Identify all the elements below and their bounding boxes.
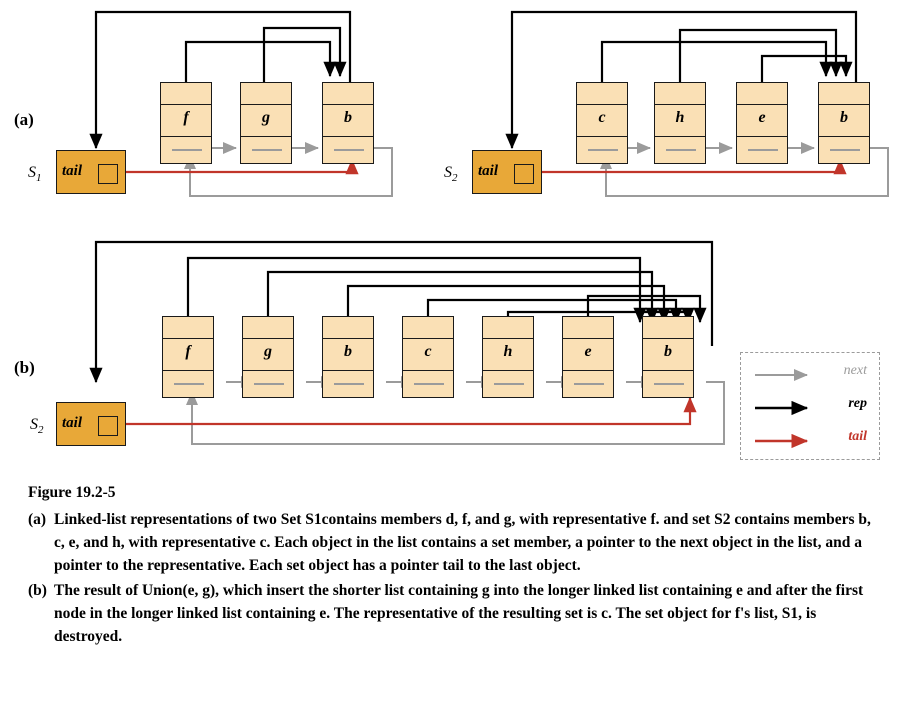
node-key: f bbox=[185, 343, 191, 360]
caption-item-a bbox=[28, 509, 878, 578]
figure-caption bbox=[28, 482, 878, 651]
caption-item-tag: (a) bbox=[28, 510, 47, 528]
node-key: g bbox=[264, 343, 272, 360]
caption-item-b bbox=[28, 580, 878, 649]
list-node bbox=[818, 82, 870, 164]
node-next-dash bbox=[334, 383, 364, 385]
node-next-dash bbox=[494, 383, 524, 385]
pointer-slot bbox=[98, 164, 118, 184]
legend-label-tail: tail bbox=[848, 429, 867, 444]
node-key: c bbox=[598, 109, 606, 126]
node-key: e bbox=[758, 109, 766, 126]
list-node bbox=[562, 316, 614, 398]
set-object-tail-label: tail bbox=[62, 415, 83, 431]
node-next-dash bbox=[254, 383, 284, 385]
list-node bbox=[402, 316, 454, 398]
node-key: b bbox=[344, 343, 352, 360]
list-node bbox=[642, 316, 694, 398]
caption-item-text: Linked-list representations of two Set S1contains members d, f, and g, with representative f. and set S2 contains members b, c, e, and h, with representative c. Each object in the list contains a set member, a pointer to the next object in the list, and a pointer to the representative. Each set object has a pointer tail to the last object. bbox=[54, 510, 871, 574]
legend-label-rep: rep bbox=[848, 396, 867, 411]
set-object-s2 bbox=[472, 150, 542, 194]
node-rep-slot bbox=[819, 83, 869, 105]
node-rep-slot bbox=[403, 317, 453, 339]
node-rep-slot bbox=[577, 83, 627, 105]
node-next-slot bbox=[737, 137, 787, 165]
node-next-dash bbox=[252, 149, 282, 151]
node-key: g bbox=[262, 109, 270, 126]
caption-item-text: The result of Union(e, g), which insert the shorter list containing g into the longer linked list containing e and after the first node in the longer linked list containing e. The representative of the resulting set is c. The set object for f's list, S1, is destroyed. bbox=[54, 581, 864, 645]
panel-label-b: (b) bbox=[14, 358, 35, 377]
node-next-dash bbox=[588, 149, 618, 151]
list-node bbox=[162, 316, 214, 398]
legend-label-next: next bbox=[843, 363, 867, 378]
list-node bbox=[322, 82, 374, 164]
node-next-slot bbox=[323, 371, 373, 399]
caption-item-tag: (b) bbox=[28, 581, 47, 599]
list-node bbox=[322, 316, 374, 398]
list-node bbox=[576, 82, 628, 164]
node-key: b bbox=[344, 109, 352, 126]
node-rep-slot bbox=[655, 83, 705, 105]
set-object-tail-label: tail bbox=[478, 163, 499, 179]
node-next-dash bbox=[414, 383, 444, 385]
list-node bbox=[240, 82, 292, 164]
node-next-slot bbox=[655, 137, 705, 165]
node-key: f bbox=[183, 109, 189, 126]
node-next-dash bbox=[172, 149, 202, 151]
list-node bbox=[736, 82, 788, 164]
node-next-dash bbox=[174, 383, 204, 385]
node-key: c bbox=[424, 343, 432, 360]
node-next-slot bbox=[563, 371, 613, 399]
node-key: b bbox=[664, 343, 672, 360]
node-next-slot bbox=[241, 137, 291, 165]
node-rep-slot bbox=[161, 83, 211, 105]
node-next-dash bbox=[748, 149, 778, 151]
list-node bbox=[482, 316, 534, 398]
node-next-slot bbox=[577, 137, 627, 165]
node-key: b bbox=[840, 109, 848, 126]
node-rep-slot bbox=[643, 317, 693, 339]
node-next-dash bbox=[830, 149, 860, 151]
node-next-dash bbox=[654, 383, 684, 385]
pointer-slot bbox=[514, 164, 534, 184]
node-next-slot bbox=[161, 137, 211, 165]
set-object-s1 bbox=[56, 150, 126, 194]
set-name-s2: $S_2$ bbox=[444, 164, 458, 185]
node-key: h bbox=[503, 343, 513, 360]
set-object-tail-label: tail bbox=[62, 163, 83, 179]
list-node bbox=[160, 82, 212, 164]
node-rep-slot bbox=[563, 317, 613, 339]
node-rep-slot bbox=[323, 317, 373, 339]
set-object-s2-b bbox=[56, 402, 126, 446]
node-next-slot bbox=[483, 371, 533, 399]
node-rep-slot bbox=[323, 83, 373, 105]
pointer-slot bbox=[98, 416, 118, 436]
node-key: h bbox=[675, 109, 685, 126]
panel-label-a: (a) bbox=[14, 110, 34, 129]
node-next-slot bbox=[323, 137, 373, 165]
node-rep-slot bbox=[737, 83, 787, 105]
node-rep-slot bbox=[483, 317, 533, 339]
node-next-dash bbox=[334, 149, 364, 151]
node-next-slot bbox=[163, 371, 213, 399]
node-rep-slot bbox=[163, 317, 213, 339]
node-next-slot bbox=[243, 371, 293, 399]
set-name-s1: $S_1$ bbox=[28, 164, 42, 185]
list-node bbox=[242, 316, 294, 398]
node-next-slot bbox=[643, 371, 693, 399]
set-name-s2-b: $S_2$ bbox=[30, 416, 44, 437]
node-key: e bbox=[584, 343, 592, 360]
legend bbox=[740, 352, 880, 460]
node-next-slot bbox=[403, 371, 453, 399]
node-next-dash bbox=[666, 149, 696, 151]
node-next-slot bbox=[819, 137, 869, 165]
list-node bbox=[654, 82, 706, 164]
node-rep-slot bbox=[241, 83, 291, 105]
node-rep-slot bbox=[243, 317, 293, 339]
node-next-dash bbox=[574, 383, 604, 385]
caption-title: Figure 19.2-5 bbox=[28, 484, 116, 501]
